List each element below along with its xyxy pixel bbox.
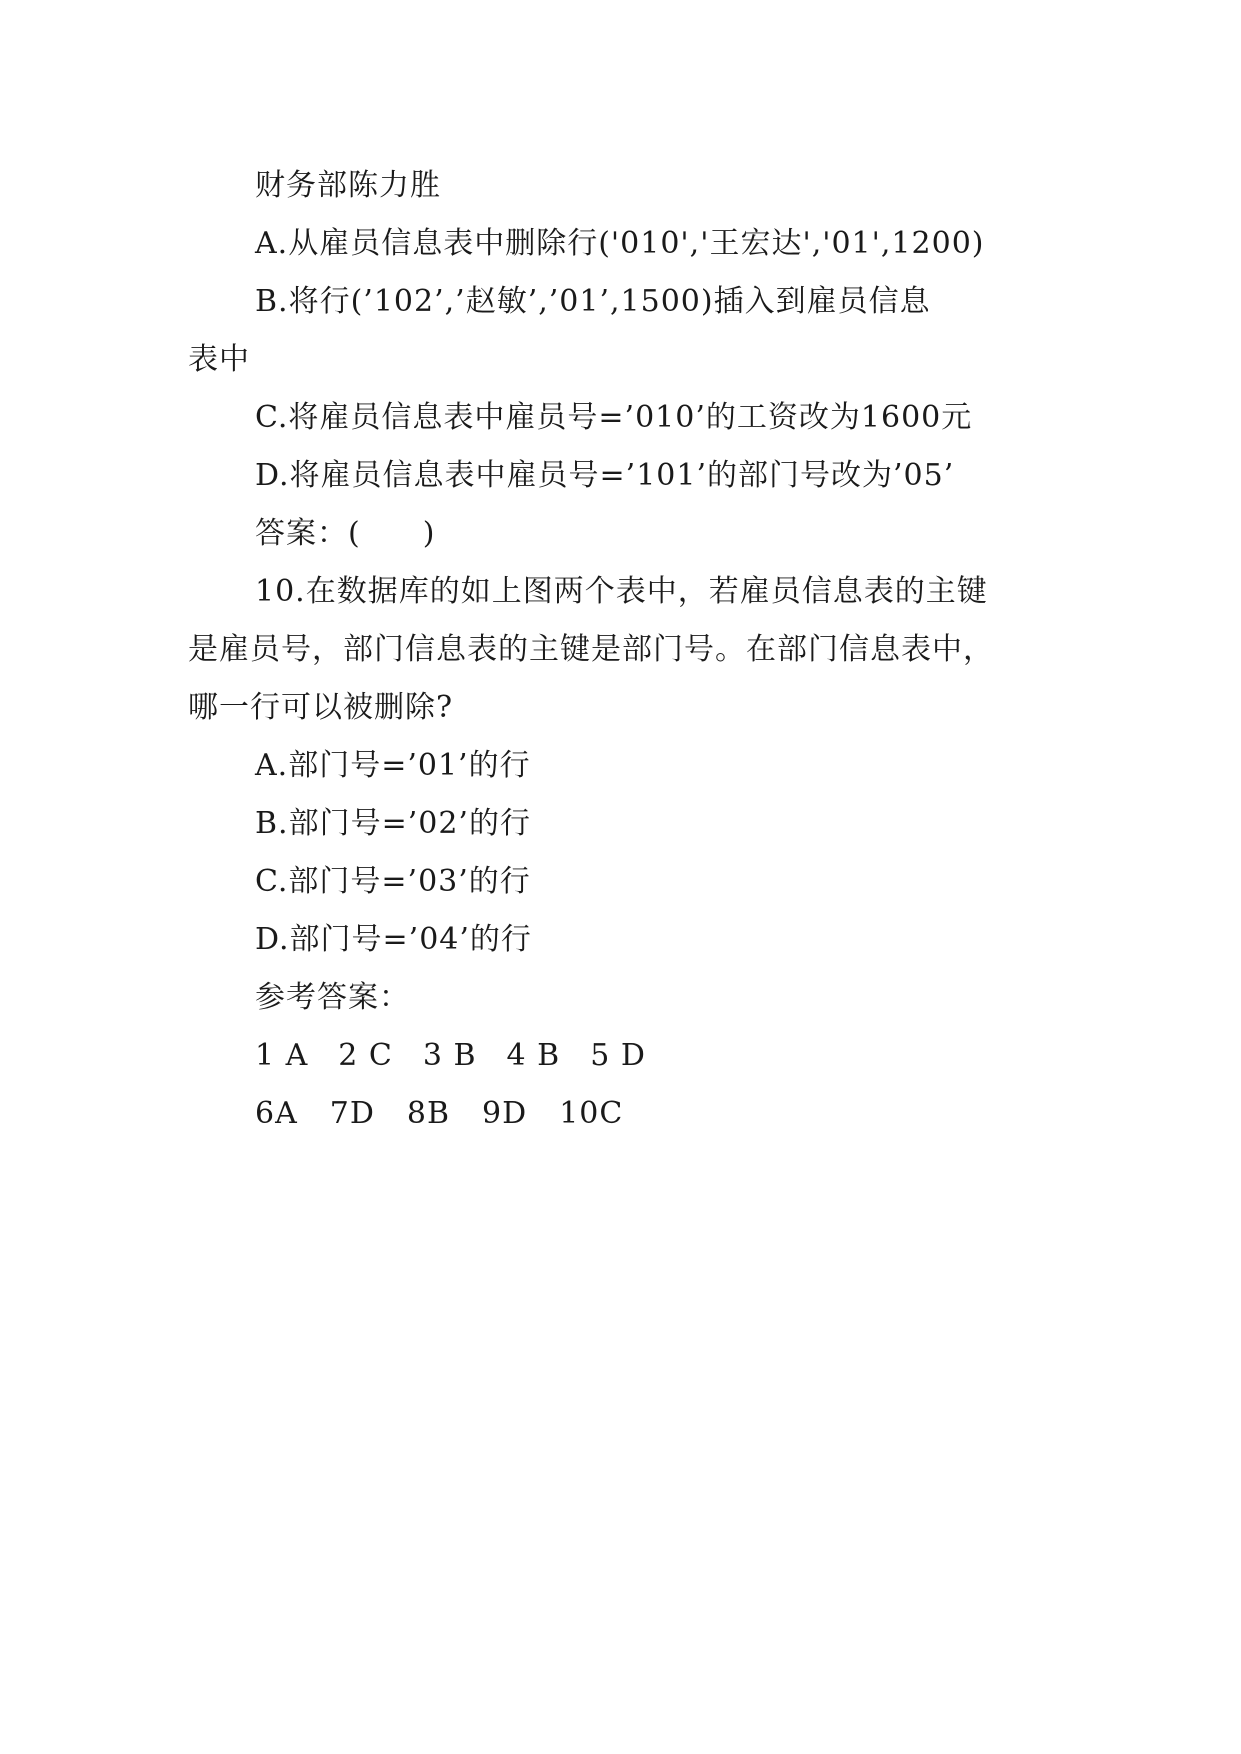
answer-item: 9D (482, 1096, 528, 1131)
answer-blank-line: 答案：( ) (255, 516, 436, 551)
q10-option-b: B.部门号=’02’的行 (255, 806, 531, 841)
reference-answers-heading: 参考答案： (255, 980, 410, 1015)
question-10-line-3: 哪一行可以被删除? (188, 690, 454, 725)
option-c-line: C.将雇员信息表中雇员号=’010’的工资改为1600元 (255, 400, 973, 435)
answer-item: 8B (406, 1096, 451, 1131)
answer-item: 6A (255, 1096, 298, 1131)
answer-item: 10C (559, 1096, 624, 1131)
option-d-line: D.将雇员信息表中雇员号=’101’的部门号改为’05’ (255, 458, 955, 493)
answers-row-1 (255, 1036, 646, 1076)
answer-item: 2 C (338, 1038, 393, 1073)
answer-item: 1 A (255, 1038, 309, 1073)
option-b-continuation: 表中 (188, 342, 250, 377)
answers-row-2 (255, 1094, 623, 1134)
answer-item: 5 D (590, 1038, 646, 1073)
q10-option-a: A.部门号=’01’的行 (255, 748, 531, 783)
option-a-line: A.从雇员信息表中删除行('010','王宏达','01',1200) (255, 226, 985, 261)
answer-item: 7D (329, 1096, 375, 1131)
text-line: 财务部陈力胜 (255, 168, 441, 203)
answer-item: 4 B (506, 1038, 561, 1073)
option-b-line: B.将行(’102’,’赵敏’,’01’,1500)插入到雇员信息 (255, 284, 931, 319)
q10-option-d: D.部门号=’04’的行 (255, 922, 532, 957)
q10-option-c: C.部门号=’03’的行 (255, 864, 531, 899)
question-10-line-1: 10.在数据库的如上图两个表中，若雇员信息表的主键 (255, 574, 988, 609)
question-10-line-2: 是雇员号，部门信息表的主键是部门号。在部门信息表中， (188, 632, 994, 667)
answer-item: 3 B (422, 1038, 477, 1073)
